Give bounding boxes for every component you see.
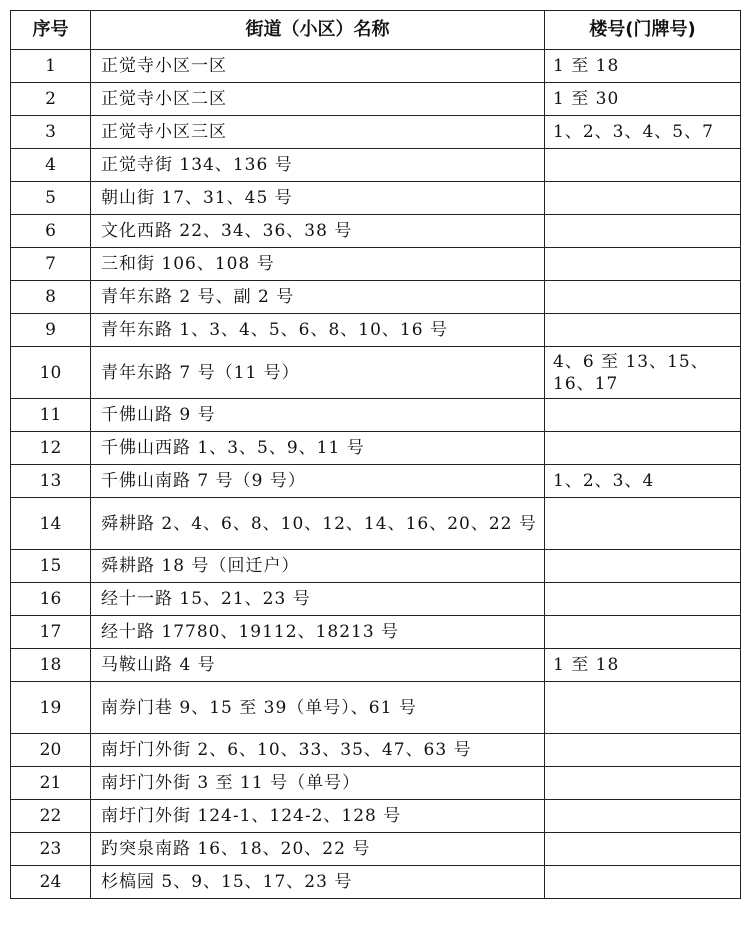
row-name: 朝山街 17、31、45 号 — [91, 182, 545, 215]
row-building — [545, 215, 741, 248]
row-building — [545, 767, 741, 800]
row-name: 文化西路 22、34、36、38 号 — [91, 215, 545, 248]
table-row — [11, 347, 741, 399]
table-row — [11, 248, 741, 281]
row-building: 1、2、3、4、5、7 — [545, 116, 741, 149]
row-building — [545, 866, 741, 899]
table-row — [11, 149, 741, 182]
row-building — [545, 800, 741, 833]
table-row — [11, 116, 741, 149]
row-seq: 3 — [11, 116, 91, 149]
row-name: 南圩门外街 3 至 11 号（单号） — [91, 767, 545, 800]
row-building — [545, 734, 741, 767]
table-row — [11, 399, 741, 432]
table-row — [11, 734, 741, 767]
table-row — [11, 583, 741, 616]
table-row — [11, 432, 741, 465]
row-name: 正觉寺街 134、136 号 — [91, 149, 545, 182]
row-seq: 19 — [11, 682, 91, 734]
row-name: 三和街 106、108 号 — [91, 248, 545, 281]
row-building — [545, 281, 741, 314]
row-building: 4、6 至 13、15、16、17 — [545, 347, 741, 399]
row-name: 舜耕路 18 号（回迁户） — [91, 550, 545, 583]
header-row — [11, 11, 741, 50]
row-building — [545, 182, 741, 215]
row-seq: 12 — [11, 432, 91, 465]
header-name: 街道（小区）名称 — [91, 11, 545, 50]
row-name: 舜耕路 2、4、6、8、10、12、14、16、20、22 号 — [91, 498, 545, 550]
row-name: 千佛山南路 7 号（9 号） — [91, 465, 545, 498]
table-row — [11, 314, 741, 347]
row-seq: 9 — [11, 314, 91, 347]
row-seq: 8 — [11, 281, 91, 314]
table-row — [11, 182, 741, 215]
row-seq: 17 — [11, 616, 91, 649]
table-row — [11, 649, 741, 682]
table-row — [11, 550, 741, 583]
table-row — [11, 215, 741, 248]
row-building — [545, 616, 741, 649]
row-building — [545, 314, 741, 347]
row-name: 经十路 17780、19112、18213 号 — [91, 616, 545, 649]
header-seq: 序号 — [11, 11, 91, 50]
row-name: 青年东路 2 号、副 2 号 — [91, 281, 545, 314]
row-name: 青年东路 1、3、4、5、6、8、10、16 号 — [91, 314, 545, 347]
row-name: 千佛山西路 1、3、5、9、11 号 — [91, 432, 545, 465]
row-seq: 11 — [11, 399, 91, 432]
table-row — [11, 800, 741, 833]
row-name: 南券门巷 9、15 至 39（单号）、61 号 — [91, 682, 545, 734]
row-building: 1 至 30 — [545, 83, 741, 116]
table-row — [11, 866, 741, 899]
row-name: 南圩门外街 2、6、10、33、35、47、63 号 — [91, 734, 545, 767]
row-seq: 13 — [11, 465, 91, 498]
row-seq: 23 — [11, 833, 91, 866]
table-row — [11, 465, 741, 498]
row-seq: 24 — [11, 866, 91, 899]
row-seq: 22 — [11, 800, 91, 833]
row-name: 青年东路 7 号（11 号） — [91, 347, 545, 399]
table-row — [11, 682, 741, 734]
row-building — [545, 550, 741, 583]
row-name: 马鞍山路 4 号 — [91, 649, 545, 682]
header-building: 楼号(门牌号) — [545, 11, 741, 50]
row-name: 经十一路 15、21、23 号 — [91, 583, 545, 616]
row-name: 南圩门外街 124-1、124-2、128 号 — [91, 800, 545, 833]
address-table — [10, 10, 741, 899]
row-building — [545, 498, 741, 550]
row-name: 杉槁园 5、9、15、17、23 号 — [91, 866, 545, 899]
table-row — [11, 50, 741, 83]
row-name: 千佛山路 9 号 — [91, 399, 545, 432]
row-seq: 6 — [11, 215, 91, 248]
row-seq: 10 — [11, 347, 91, 399]
row-building: 1 至 18 — [545, 649, 741, 682]
row-name: 正觉寺小区一区 — [91, 50, 545, 83]
row-building — [545, 833, 741, 866]
row-seq: 18 — [11, 649, 91, 682]
row-building — [545, 248, 741, 281]
row-building — [545, 583, 741, 616]
row-seq: 4 — [11, 149, 91, 182]
row-seq: 15 — [11, 550, 91, 583]
row-seq: 14 — [11, 498, 91, 550]
table-row — [11, 281, 741, 314]
table-row — [11, 83, 741, 116]
row-seq: 1 — [11, 50, 91, 83]
row-seq: 2 — [11, 83, 91, 116]
table-row — [11, 616, 741, 649]
table-row — [11, 498, 741, 550]
row-seq: 5 — [11, 182, 91, 215]
row-name: 正觉寺小区二区 — [91, 83, 545, 116]
table-row — [11, 767, 741, 800]
row-building — [545, 399, 741, 432]
row-seq: 7 — [11, 248, 91, 281]
row-name: 趵突泉南路 16、18、20、22 号 — [91, 833, 545, 866]
row-seq: 21 — [11, 767, 91, 800]
row-name: 正觉寺小区三区 — [91, 116, 545, 149]
table-row — [11, 833, 741, 866]
row-building — [545, 682, 741, 734]
row-building: 1、2、3、4 — [545, 465, 741, 498]
row-building — [545, 149, 741, 182]
row-building — [545, 432, 741, 465]
row-building: 1 至 18 — [545, 50, 741, 83]
row-seq: 20 — [11, 734, 91, 767]
row-seq: 16 — [11, 583, 91, 616]
